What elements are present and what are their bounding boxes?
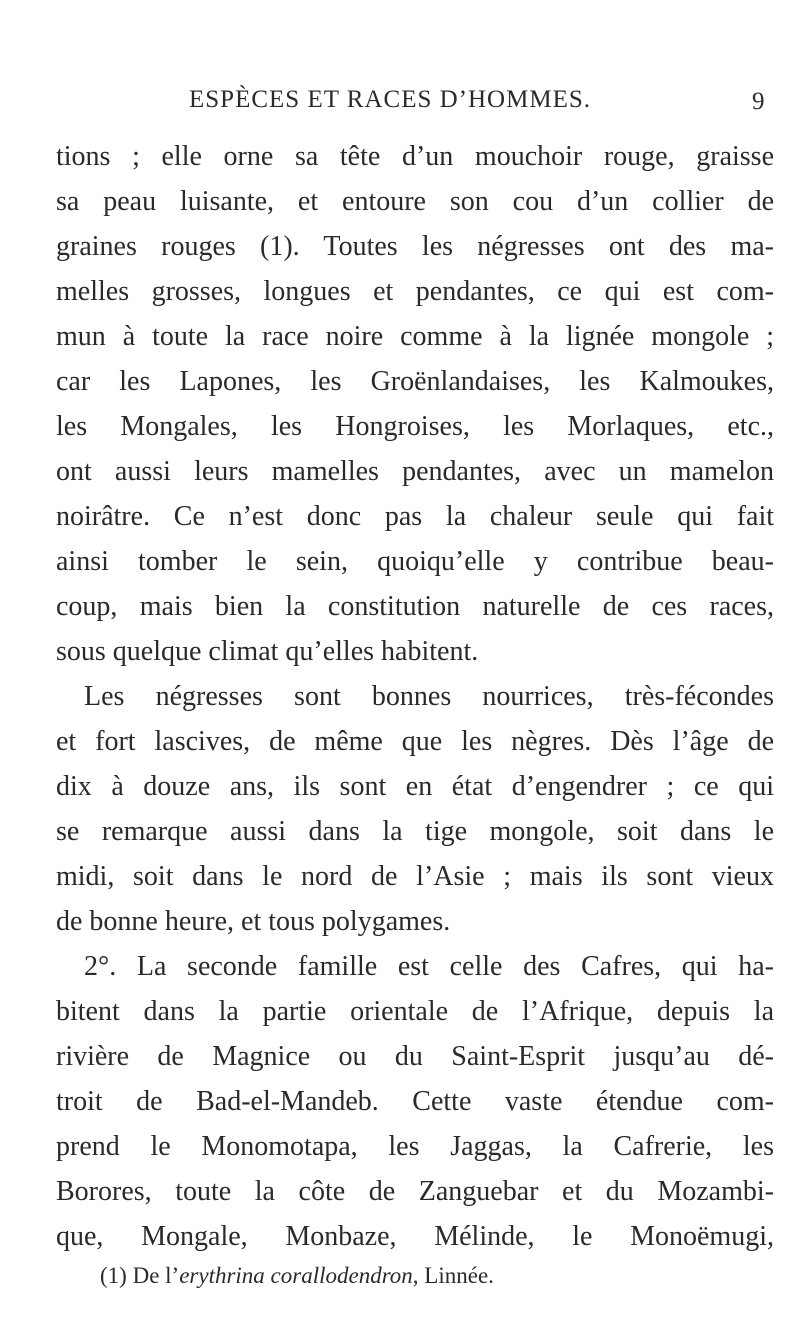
text-line: dix à douze ans, ils sont en état d’engendrer ; ce qui xyxy=(56,771,774,802)
text-line: que, Mongale, Monbaze, Mélinde, le Monoëmugi, xyxy=(56,1221,774,1252)
text-line: coup, mais bien la constitution naturelle de ces races, xyxy=(56,591,774,622)
text-line: bitent dans la partie orientale de l’Afrique, depuis la xyxy=(56,996,774,1027)
text-line: sous quelque climat qu’elles habitent. xyxy=(56,636,479,667)
text-line: mun à toute la race noire comme à la lignée mongole ; xyxy=(56,321,774,352)
text-line: de bonne heure, et tous polygames. xyxy=(56,906,451,937)
text-line: ainsi tomber le sein, quoiqu’elle y contribue beau- xyxy=(56,546,774,577)
body-text xyxy=(56,134,774,1259)
text-line: les Mongales, les Hongroises, les Morlaques, etc., xyxy=(56,411,774,442)
footnote-species-name: erythrina corallodendron xyxy=(179,1263,413,1288)
text-line: Borores, toute la côte de Zanguebar et du Mozambi- xyxy=(56,1176,774,1207)
footnote-suffix: , Linnée. xyxy=(412,1263,494,1288)
text-line: et fort lascives, de même que les nègres. Dès l’âge de xyxy=(56,726,774,757)
text-line: ont aussi leurs mamelles pendantes, avec un mamelon xyxy=(56,456,774,487)
text-line: car les Lapones, les Groënlandaises, les Kalmoukes, xyxy=(56,366,774,397)
text-line: sa peau luisante, et entoure son cou d’un collier de xyxy=(56,186,774,217)
footnote-marker: (1) xyxy=(100,1263,127,1288)
paragraph-start-line: Les négresses sont bonnes nourrices, très-fécondes xyxy=(84,681,774,712)
text-line: se remarque aussi dans la tige mongole, soit dans le xyxy=(56,816,774,847)
text-line: midi, soit dans le nord de l’Asie ; mais ils sont vieux xyxy=(56,861,774,892)
paragraph-start-line: 2°. La seconde famille est celle des Cafres, qui ha- xyxy=(84,951,774,982)
footnote-prefix: De l’ xyxy=(132,1263,180,1288)
text-line: prend le Monomotapa, les Jaggas, la Cafrerie, les xyxy=(56,1131,774,1162)
running-title: ESPÈCES ET RACES D’HOMMES. xyxy=(189,86,591,113)
page-number: 9 xyxy=(752,88,765,115)
text-line: noirâtre. Ce n’est donc pas la chaleur seule qui fait xyxy=(56,501,774,532)
text-line: tions ; elle orne sa tête d’un mouchoir rouge, graisse xyxy=(56,141,774,172)
text-line: rivière de Magnice ou du Saint-Esprit jusqu’au dé- xyxy=(56,1041,774,1072)
text-line: melles grosses, longues et pendantes, ce qui est com- xyxy=(56,276,774,307)
text-line: troit de Bad-el-Mandeb. Cette vaste étendue com- xyxy=(56,1086,774,1117)
text-line: graines rouges (1). Toutes les négresses ont des ma- xyxy=(56,231,774,262)
footnote xyxy=(100,1263,494,1289)
